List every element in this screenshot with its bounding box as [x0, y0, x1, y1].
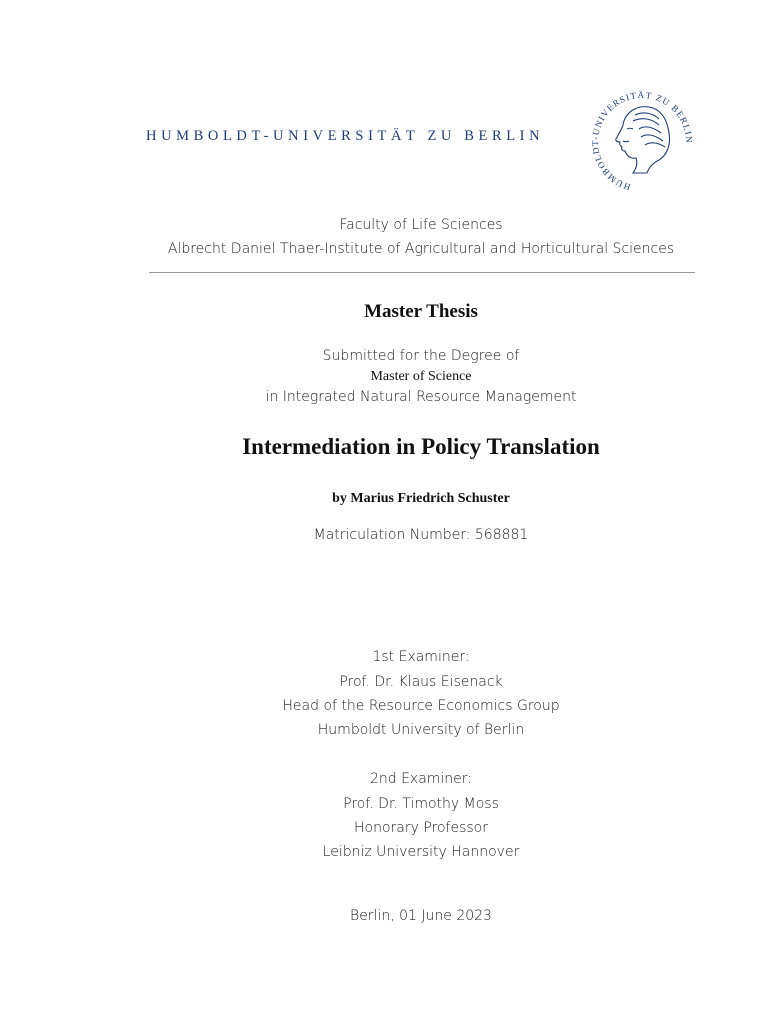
seal-ring-text: HUMBOLDT-UNIVERSITÄT ZU BERLIN	[590, 89, 695, 193]
examiner-2-institution: Leibniz University Hannover	[322, 844, 520, 860]
header-divider	[149, 272, 695, 273]
program-name: in Integrated Natural Resource Management	[265, 389, 577, 405]
institute-name: Albrecht Daniel Thaer-Institute of Agricultural and Horticultural Sciences	[167, 241, 675, 257]
svg-text:HUMBOLDT-UNIVERSITÄT ZU BERLIN	[590, 90, 694, 192]
author-line: by Marius Friedrich Schuster	[332, 491, 510, 506]
examiner-2-role: Honorary Professor	[353, 820, 489, 836]
degree-name: Master of Science	[370, 369, 472, 384]
examiner-2-heading: 2nd Examiner:	[369, 771, 473, 787]
examiner-2-name: Prof. Dr. Timothy Moss	[343, 796, 499, 812]
examiner-1-institution: Humboldt University of Berlin	[317, 722, 525, 738]
examiner-1-role: Head of the Resource Economics Group	[282, 698, 560, 714]
faculty-name: Faculty of Life Sciences	[339, 217, 503, 233]
place-and-date: Berlin, 01 June 2023	[350, 908, 492, 924]
matriculation-number: Matriculation Number: 568881	[313, 527, 529, 543]
examiner-1-heading: 1st Examiner:	[372, 649, 470, 665]
thesis-title: Intermediation in Policy Translation	[242, 434, 600, 459]
submitted-for-line: Submitted for the Degree of	[322, 348, 520, 364]
thesis-type: Master Thesis	[364, 301, 478, 322]
examiner-1-name: Prof. Dr. Klaus Eisenack	[339, 674, 503, 690]
university-wordmark: HUMBOLDT-UNIVERSITÄT ZU BERLIN	[146, 128, 545, 144]
humboldt-seal-icon	[583, 85, 701, 195]
